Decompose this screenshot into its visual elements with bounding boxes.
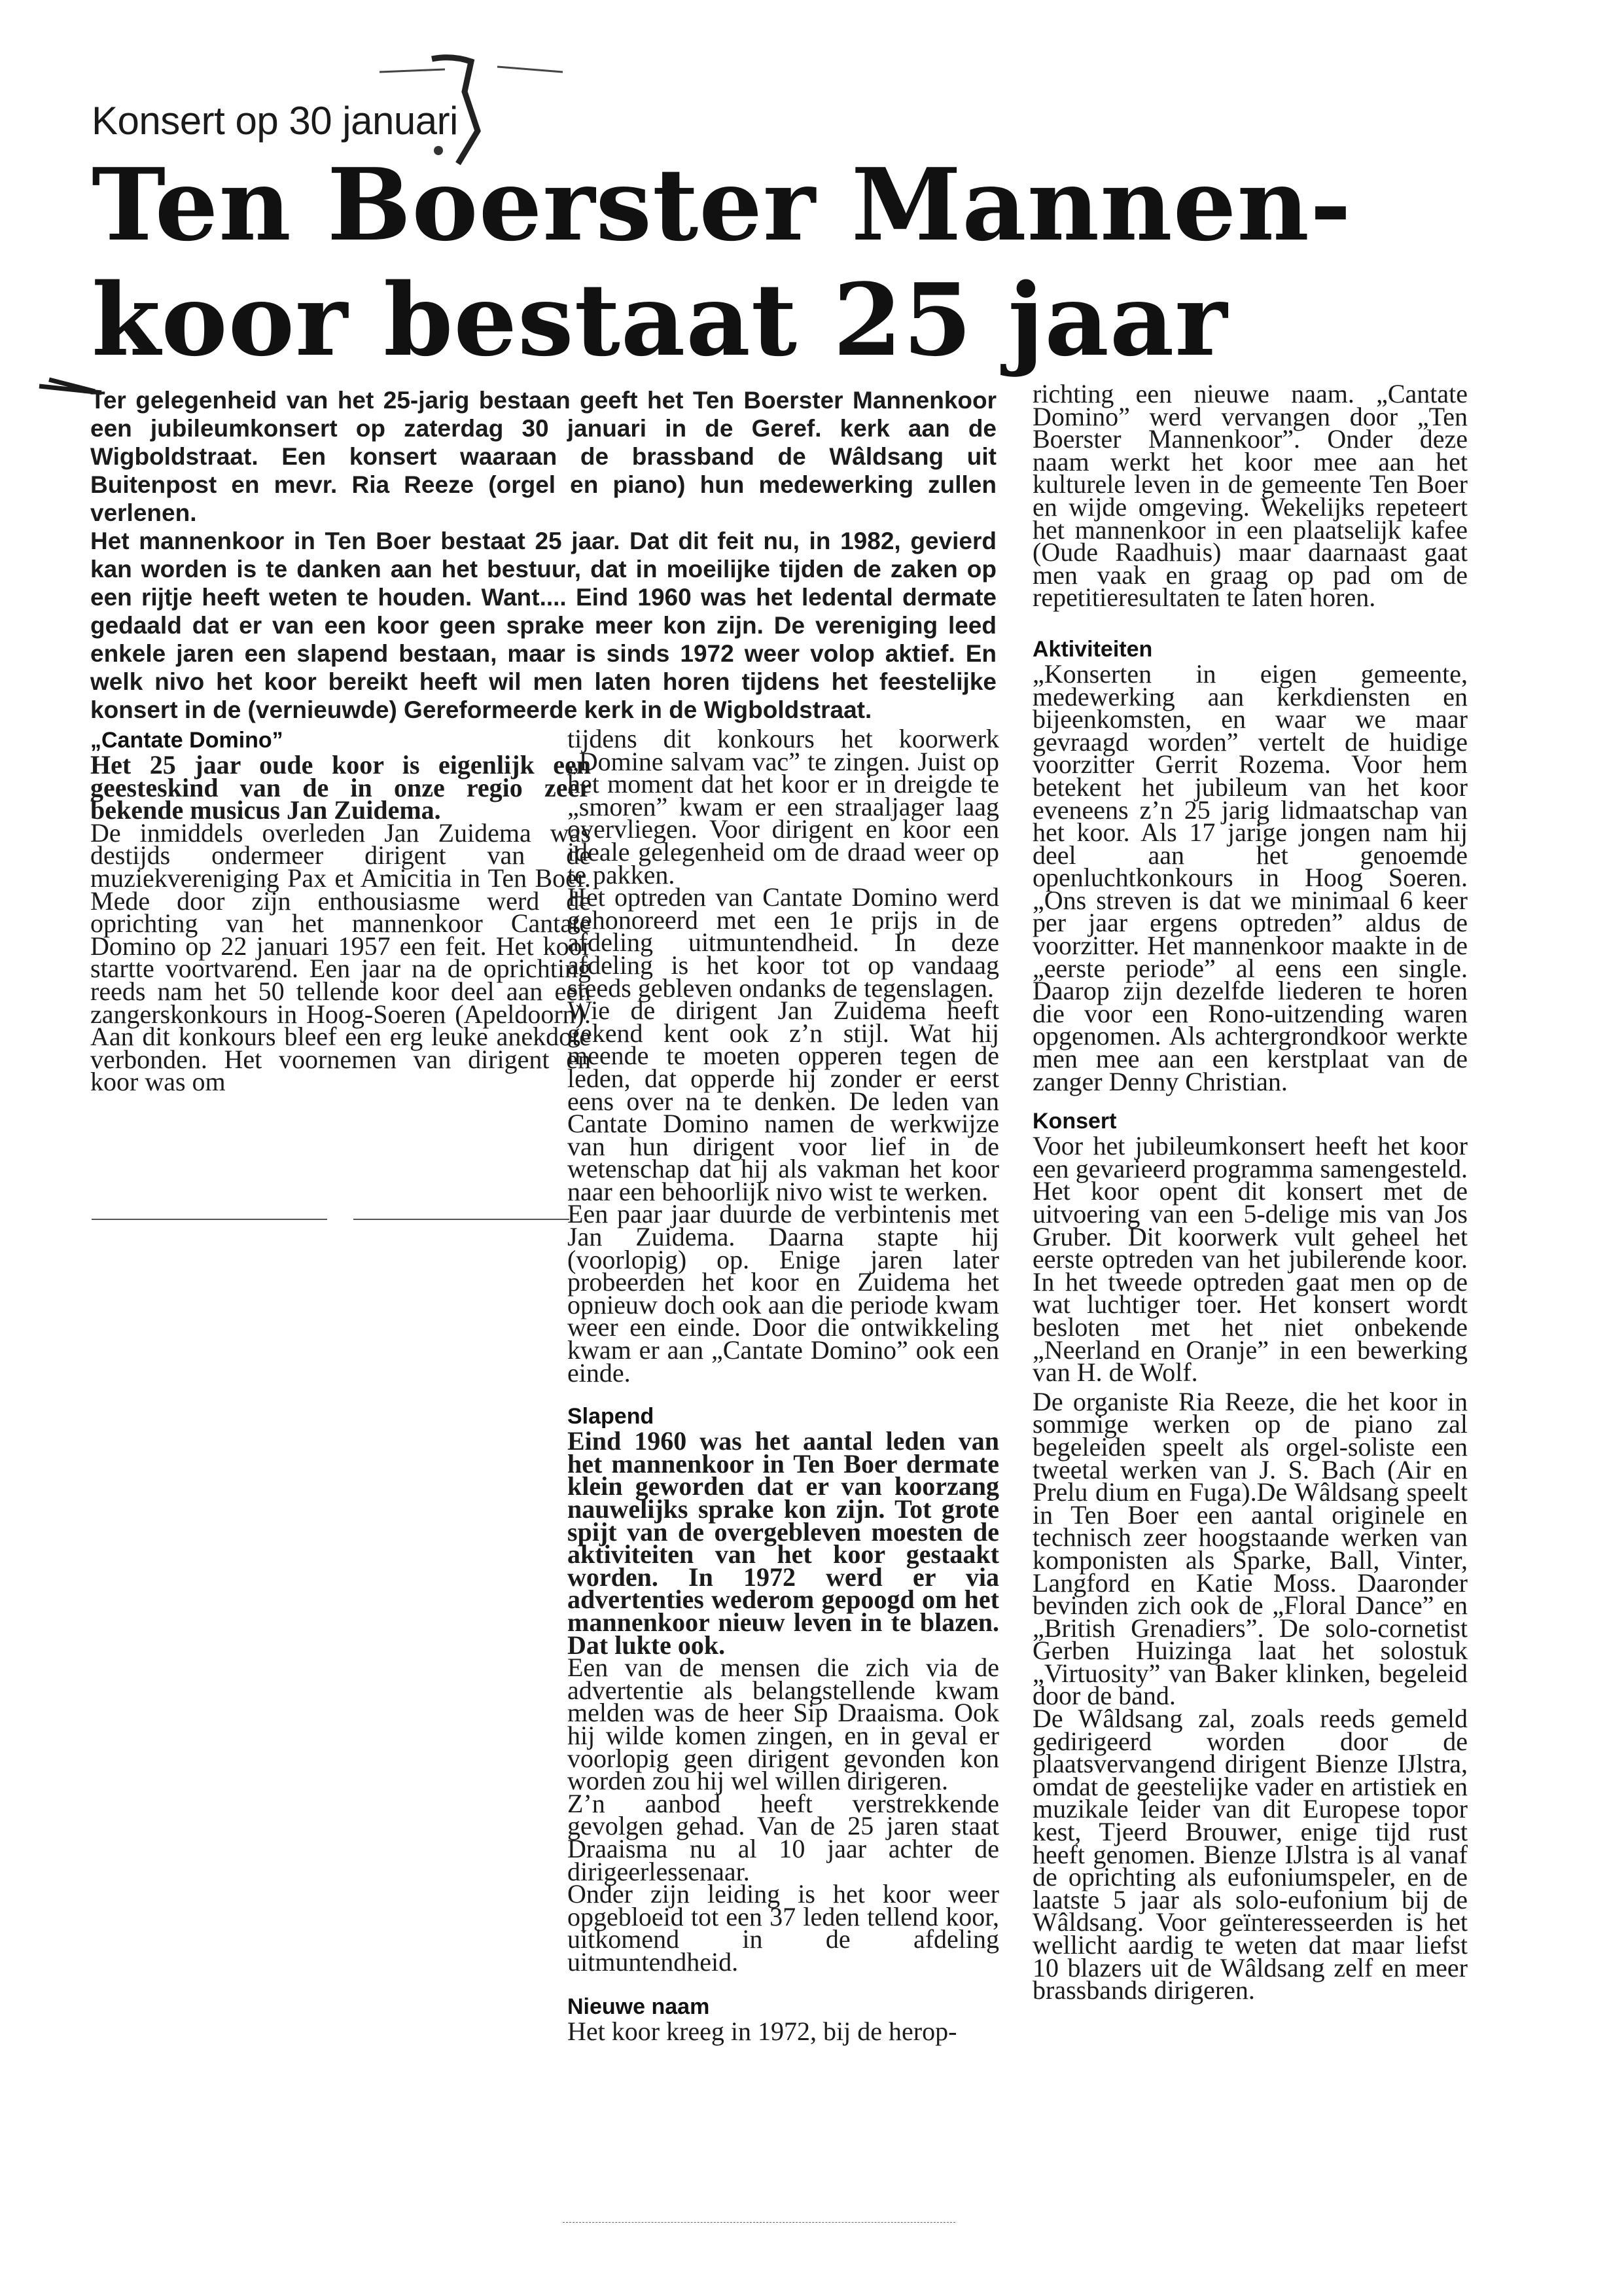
lead-paragraph: Het mannenkoor in Ten Boer bestaat 25 jaar. Dat dit feit nu, in 1982, gevierd kan worden is te danken aan het bestuur, dat in moeilijke tijden de zaken op een rijtje heeft weten te houden. Want.... Eind 1960 was het ledental dermate gedaald dat er van een koor geen sprake meer kon zijn. De vereniging leed enkele jaren een slapend bestaan, maar is sinds 1972 weer volop aktief. En welk nivo het koor bereikt heeft wil men laten horen tijdens het feestelijke konsert in de (vernieuwde) Gereformeerde kerk in de Wigboldstraat.: [90, 528, 997, 723]
article-kicker: Konsert op 30 januari: [92, 99, 458, 143]
section-heading-aktiviteiten: Aktiviteiten: [1033, 636, 1153, 662]
column-divider-rule: [353, 1219, 569, 1220]
section-heading-slapend: Slapend: [567, 1404, 654, 1429]
column-1-body: De inmiddels overleden Jan Zuidema was destijds ondermeer dirigent van de muziekvereniging Pax et Amicitia in Ten Boer. Mede door zijn enthousiasme werd de oprichting van het mannenkoor Cantate Domino op 22 januari 1957 een feit. Het koor startte voortvarend. Een jaar na de oprichting reeds nam het 50 tellende koor deel aan een zangerskonkours in Hoog-Soeren (Apeldoorn). Aan dit konkours bleef een erg leuke anekdote verbonden. Het voornemen van dirigent en koor was om: [90, 817, 591, 1097]
column-2-paragraph: Het optreden van Cantate Domino werd gehonoreerd met een 1e prijs in de afdeling uitmuntendheid. In deze afdeling is het koor tot op vandaag steeds gebleven ondanks de tegenslagen.: [567, 882, 999, 1003]
bottom-rule: [563, 2222, 955, 2223]
column-3-paragraph: „Konserten in eigen gemeente, medewerking aan kerkdiensten en bijeenkomsten, en waar we maar gevraagd worden” vertelt de huidige voorzitter Gerrit Rozema. Voor hem betekent het jubileum van het koor eveneens z’n 25 jarig lidmaatschap van het koor. Als 17 jarige jongen nam hij deel aan het genoemde openluchtkonkours in Hoog Soeren. „Ons streven is dat we minimaal 6 keer per jaar ergens optreden” aldus de voorzitter. Het mannenkoor maakte in de „eerste periode” al eens een single. Daarop zijn dezelfde liederen te horen die voor een Rono-uitzending waren opgenomen. Als achtergrondkoor werkte men mee aan een kerstplaat van de zanger Denny Christian.: [1033, 658, 1468, 1096]
column-3-paragraph: De Wâldsang zal, zoals reeds gemeld gedirigeerd worden door de plaatsvervangend dirigent Bienze IJlstra, omdat de geestelijke vader en artistiek en muzikale leider van dit Europese topor kest, Tjeerd Brouwer, enige tijd rust heeft genomen. Bienze IJlstra is al vanaf de oprichting als eufoniumspeler, en de laatste 5 jaar als solo-eufonium bij de Wâldsang. Voor geïnteresseerden is het wellicht aardig te weten dat maar liefst 10 blazers uit de Wâldsang zelf en meer brassbands dirigeren.: [1033, 1704, 1468, 2005]
column-2: [567, 724, 999, 2047]
column-2-paragraph: Een van de mensen die zich via de advertentie als belangstellende kwam melden was de heer Sip Draaisma. Ook hij wilde komen zingen, en in geval er voorlopig geen dirigent gevonden kon worden zou hij wel willen dirigeren.: [567, 1653, 999, 1796]
section-heading-konsert: Konsert: [1033, 1109, 1117, 1134]
column-2-paragraph: Z’n aanbod heeft verstrekkende gevolgen gehad. Van de 25 jaren staat Draaisma nu al 10 jaar achter de dirigeerlessenaar.: [567, 1788, 999, 1886]
lead-paragraph: Ter gelegenheid van het 25-jarig bestaan geeft het Ten Boerster Mannenkoor een jubileumkonsert op zaterdag 30 januari in de Geref. kerk aan de Wigboldstraat. Een konsert waaraan de brassband de Wâldsang uit Buitenpost en mevr. Ria Reeze (orgel en piano) hun medewerking zullen verlenen.: [90, 387, 997, 526]
column-3-paragraph: De organiste Ria Reeze, die het koor in sommige werken op de piano zal begeleiden speelt als orgel-soliste een tweetal werken van J. S. Bach (Air en Prelu dium en Fuga).De Wâldsang speelt in Ten Boer een aantal originele en technisch zeer hoogstaande werken van komponisten als Sparke, Ball, Vinter, Langford en Katie Moss. Daaronder bevinden zich ook de „Floral Dance” en „British Grenadiers”. De solo-cornetist Gerben Huizinga laat het solostuk „Virtuosity” van Baker klinken, begeleid door de band.: [1033, 1386, 1468, 1711]
column-2-paragraph: Onder zijn leiding is het koor weer opgebloeid tot een 37 leden tellend koor, uitkomend in de afdeling uitmuntendheid.: [567, 1879, 999, 1977]
column-3-paragraph: richting een nieuwe naam. „Cantate Domino” werd vervangen door „Ten Boerster Mannenkoor”. Onder deze naam werkt het koor mee aan het kulturele leven in de gemeente Ten Boer en wijde omgeving. Wekelijks repeteert het mannenkoor in een plaatselijk kafee (Oude Raadhuis) maar daarnaast gaat men vaak en graag op pad om de repetitieresultaten te laten horen.: [1033, 379, 1468, 613]
section-heading-nieuwe-naam: Nieuwe naam: [567, 1994, 710, 2020]
column-2-paragraph: Een paar jaar duurde de verbintenis met Jan Zuidema. Daarna stapte hij (voorlopig) op. Enige jaren later probeerden het koor en Zuidema het opnieuw doch ook aan die periode kwam weer een einde. Door die ontwikkeling kwam er aan „Cantate Domino” ook een einde.: [567, 1199, 999, 1388]
column-1-intro: Het 25 jaar oude koor is eigenlijk een geesteskind van de in onze regio zeer bekende musicus Jan Zuidema.: [90, 750, 591, 825]
slapend-intro: Eind 1960 was het aantal leden van het mannenkoor in Ten Boer dermate klein geworden dat er van koorzang nauwelijks sprake kon zijn. Tot grote spijt van de overgebleven moesten de aktiviteiten van het koor gestaakt worden. In 1972 werd er via advertenties wederom gepoogd om het mannenkoor nieuw leven in te blazen. Dat lukte ook.: [567, 1426, 999, 1660]
column-divider-rule: [92, 1219, 327, 1220]
column-3: [1033, 379, 1468, 2005]
column-1: [90, 726, 591, 1097]
column-2-paragraph: tijdens dit konkours het koorwerk „Domine salvam vac” te zingen. Juist op het moment dat het koor er in dreigde te „smoren” kwam er een straaljager laag overvliegen. Voor dirigent en koor een ideale gelegenheid om de draad weer op te pakken.: [567, 724, 999, 889]
column-2-paragraph: Wie de dirigent Jan Zuidema heeft gekend kent ook z’n stijl. Wat hij meende te moeten opperen tegen de leden, dat opperde hij zonder er eerst eens over na te denken. De leden van Cantate Domino namen de werkwijze van hun dirigent voor lief in de wetenschap dat hij als vakman het koor naar een behoorlijk nivo wist te werken.: [567, 996, 999, 1206]
column-2-paragraph: Het koor kreeg in 1972, bij de herop-: [567, 2017, 957, 2047]
article-lead: [90, 386, 997, 724]
article-headline: Ten Boerster Mannen- koor bestaat 25 jaar: [92, 146, 1353, 378]
section-heading-cantate-domino: „Cantate Domino”: [90, 728, 283, 753]
column-3-paragraph: Voor het jubileumkonsert heeft het koor een gevarieerd programma samengesteld. Het koor opent dit konsert met de uitvoering van een 5-delige mis van Jos Gruber. Dit koorwerk vult geheel het eerste optreden van het jubilerende koor. In het tweede optreden gaat men op de wat luchtiger toer. Het konsert wordt besloten met het niet onbekende „Neerland en Oranje” in een bewerking van H. de Wolf.: [1033, 1131, 1468, 1388]
